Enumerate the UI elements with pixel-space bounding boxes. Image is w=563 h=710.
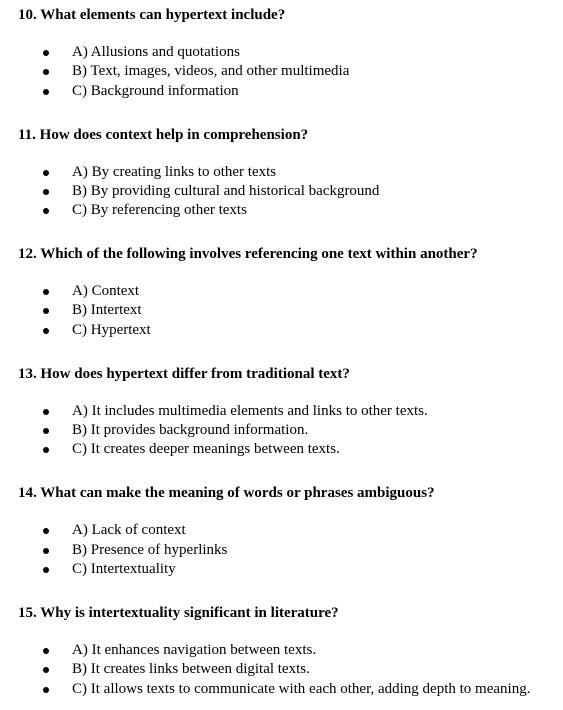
answer-option [18, 43, 558, 62]
answer-option [18, 321, 558, 340]
bullet-icon [43, 648, 49, 654]
answer-options-list [18, 641, 558, 699]
question-title: 13. How does hypertext differ from traditional text? [18, 365, 350, 382]
bullet-icon [43, 447, 49, 453]
answer-option [18, 440, 558, 459]
bullet-icon [43, 667, 49, 673]
answer-option [18, 660, 558, 679]
answer-option-text: C) By referencing other texts [72, 202, 247, 219]
bullet-icon [43, 528, 49, 534]
answer-option [18, 82, 558, 101]
question-block [18, 365, 558, 458]
question-title: 11. How does context help in comprehension? [18, 126, 309, 143]
answer-option [18, 282, 558, 301]
bullet-icon [43, 170, 49, 176]
answer-options-list [18, 521, 558, 579]
answer-option [18, 521, 558, 540]
question-title: 14. What can make the meaning of words or phrases ambiguous? [18, 485, 435, 502]
bullet-icon [43, 69, 49, 75]
answer-option [18, 163, 558, 182]
answer-options-list [18, 163, 558, 221]
question-title: 15. Why is intertextuality significant in literature? [18, 605, 339, 621]
bullet-icon [43, 567, 49, 573]
answer-option [18, 182, 558, 201]
answer-options-list [18, 402, 558, 460]
question-block [18, 604, 558, 697]
answer-option [18, 62, 558, 81]
question-block [18, 126, 558, 219]
answer-option-text: B) Intertext [72, 302, 142, 319]
answer-option-text: A) Context [72, 283, 140, 300]
question-title: 10. What elements can hypertext include? [18, 7, 286, 23]
answer-options-list [18, 282, 558, 340]
question-block [18, 6, 558, 99]
answer-option-text: C) Hypertext [72, 321, 151, 338]
answer-option-text: C) Background information [72, 82, 239, 99]
answer-option-text: C) It creates deeper meanings between texts. [72, 441, 340, 458]
answer-option-text: B) Presence of hyperlinks [72, 541, 228, 558]
answer-option-text: C) It allows texts to communicate with each other, adding depth to meaning. [72, 680, 531, 697]
answer-option [18, 641, 558, 660]
answer-option-text: A) Allusions and quotations [72, 44, 240, 60]
answer-option [18, 402, 558, 421]
question-title: 12. Which of the following involves referencing one text within another? [18, 246, 478, 263]
answer-option-text: A) By creating links to other texts [72, 163, 277, 180]
answer-option-text: B) By providing cultural and historical background [72, 182, 380, 199]
answer-option [18, 541, 558, 560]
answer-option-text: A) Lack of context [72, 522, 186, 539]
answer-options-list [18, 43, 558, 101]
bullet-icon [43, 687, 49, 693]
answer-option-text: B) It creates links between digital texts. [72, 661, 310, 678]
bullet-icon [43, 50, 49, 56]
answer-option-text: C) Intertextuality [72, 560, 176, 577]
bullet-icon [43, 409, 49, 415]
bullet-icon [43, 548, 49, 554]
bullet-icon [43, 428, 49, 434]
answer-option [18, 680, 558, 699]
answer-option [18, 301, 558, 320]
answer-option-text: B) It provides background information. [72, 422, 309, 439]
bullet-icon [43, 89, 49, 95]
question-block [18, 484, 558, 577]
bullet-icon [43, 189, 49, 195]
answer-option-text: A) It enhances navigation between texts. [72, 642, 317, 658]
bullet-icon [43, 289, 49, 295]
bullet-icon [43, 208, 49, 214]
answer-option-text: A) It includes multimedia elements and links to other texts. [72, 402, 428, 419]
answer-option [18, 201, 558, 220]
answer-option-text: B) Text, images, videos, and other multimedia [72, 63, 350, 80]
bullet-icon [43, 308, 49, 314]
answer-option [18, 560, 558, 579]
bullet-icon [43, 328, 49, 334]
question-block [18, 245, 558, 338]
answer-option [18, 421, 558, 440]
